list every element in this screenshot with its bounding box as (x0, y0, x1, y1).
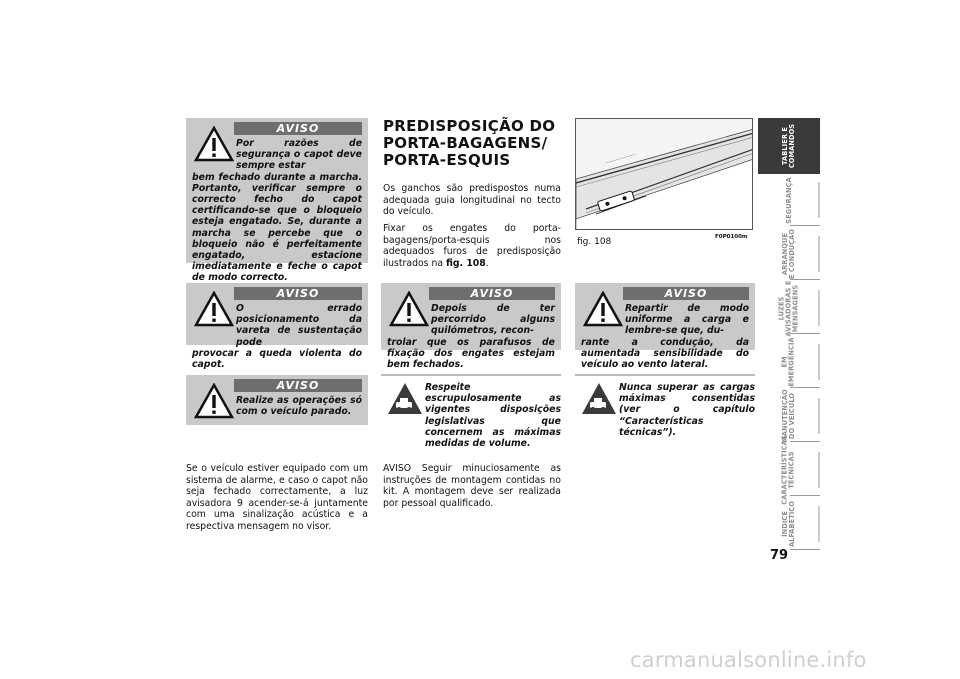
warning-box-rod (186, 283, 368, 371)
warning-triangle-icon (194, 383, 234, 419)
info-box-volume (381, 374, 561, 450)
tab-manutencao[interactable]: MANUTENÇÃO DO VEÍCULO (758, 390, 820, 442)
fig-reference: fig. 108 (446, 257, 486, 269)
info-text: Nunca superar as cargas máximas consentidas (ver o capítulo “Características técnicas”). (619, 382, 755, 438)
roof-illustration (576, 119, 753, 230)
warning-tag: AVISO (234, 287, 362, 300)
warning-triangle-icon (194, 291, 234, 327)
warning-triangle-icon (194, 126, 234, 162)
warning-box-capot-closed (186, 118, 368, 284)
warning-text-rest: bem fechado durante a marcha. Portanto, verificar sempre o correcto fecho do capot certificando-se que o bloqueio esteja engatado. Se, durante a marcha se percebe que o bloqueio não é perfeitamente engatado, estacione imediatamente e feche o capot de modo correcto. (192, 171, 362, 284)
page-number: 79 (770, 548, 789, 563)
middle-paragraph-hooks: Os ganchos são predispostos numa adequada guia longitudinal no tecto do veículo. (383, 183, 561, 217)
figure-caption: fig. 108 (577, 237, 612, 247)
warning-text-rest: provocar a queda violenta do capot. (192, 347, 362, 371)
info-text: Respeite escrupulosamente as vigentes disposições legislativas que concernem as máximas medidas de volume. (425, 382, 561, 450)
warning-tag: AVISO (429, 287, 555, 300)
warning-tag: AVISO (234, 122, 362, 135)
middle-paragraph-fixing (383, 223, 561, 269)
warning-text-first: Realize as operações só com o veículo parado. (236, 395, 362, 418)
watermark: carmanualsonline.info (630, 648, 867, 672)
warning-text-first: O errado posicionamento da vareta de sustentação pode (236, 303, 362, 348)
info-divider (575, 374, 755, 376)
info-divider (381, 374, 561, 376)
roof-rack-figure (575, 118, 753, 230)
car-load-triangle-icon (581, 382, 617, 416)
tab-emergencia[interactable]: EM EMERGÊNCIA (758, 336, 820, 388)
warning-box-load (575, 283, 755, 371)
middle-paragraph-kit: AVISO Seguir minuciosamente as instruções de montagem contidas no kit. A montagem deve ser realizada por pessoal qualificado. (383, 463, 561, 509)
tab-arranque-conducao[interactable]: ARRANQUE E CONDUÇÃO (758, 228, 820, 280)
fixing-text: Fixar os engates do porta-bagagens/porta-esquis nos adequados furos de predisposição ilustrados na (383, 223, 561, 269)
tab-seguranca[interactable]: SEGURANÇA (758, 174, 820, 226)
section-heading: PREDISPOSIÇÃO DO PORTA-BAGAGENS/ PORTA-ESQUIS (383, 117, 556, 169)
warning-text-first: Por razões de segurança o capot deve sempre estar (236, 138, 362, 172)
warning-tag: AVISO (234, 379, 362, 392)
warning-text-rest: trolar que os parafusos de fixação dos engates estejam bem fechados. (387, 336, 555, 371)
warning-text-first: Repartir de modo uniforme a carga e lembre-se que, du- (625, 303, 749, 337)
figure-code: F0P0100m (715, 234, 748, 240)
tab-indice[interactable]: ÍNDICE ALFABÉTICO (758, 498, 820, 550)
fig-reference-end: . (485, 257, 489, 269)
warning-text-rest: rante a condução, da aumentada sensibilidade do veículo ao vento lateral. (581, 336, 749, 371)
tab-caracteristicas[interactable]: CARACTERÍSTICAS TÉCNICAS (758, 444, 820, 496)
warning-triangle-icon (389, 291, 429, 327)
tab-luzes-avisadoras[interactable]: LUZES AVISADORAS E MENSAGENS (758, 282, 820, 334)
left-paragraph-alarm: Se o veículo estiver equipado com um sistema de alarme, e caso o capot não seja fechado correctamente, a luz avisadora 9 acender-se-á juntamente com uma sinalização acústica e a respectiva mensagem no visor. (186, 463, 368, 532)
tab-tablier-comandos[interactable]: TABLIER E COMANDOS (758, 118, 820, 174)
info-box-max-load (575, 374, 755, 438)
warning-box-parked (186, 375, 368, 425)
car-load-triangle-icon (387, 382, 423, 416)
warning-text-first: Depois de ter percorrido alguns quilómetros, recon- (431, 303, 555, 337)
warning-tag: AVISO (623, 287, 749, 300)
warning-box-recheck (381, 283, 561, 371)
warning-triangle-icon (583, 291, 623, 327)
